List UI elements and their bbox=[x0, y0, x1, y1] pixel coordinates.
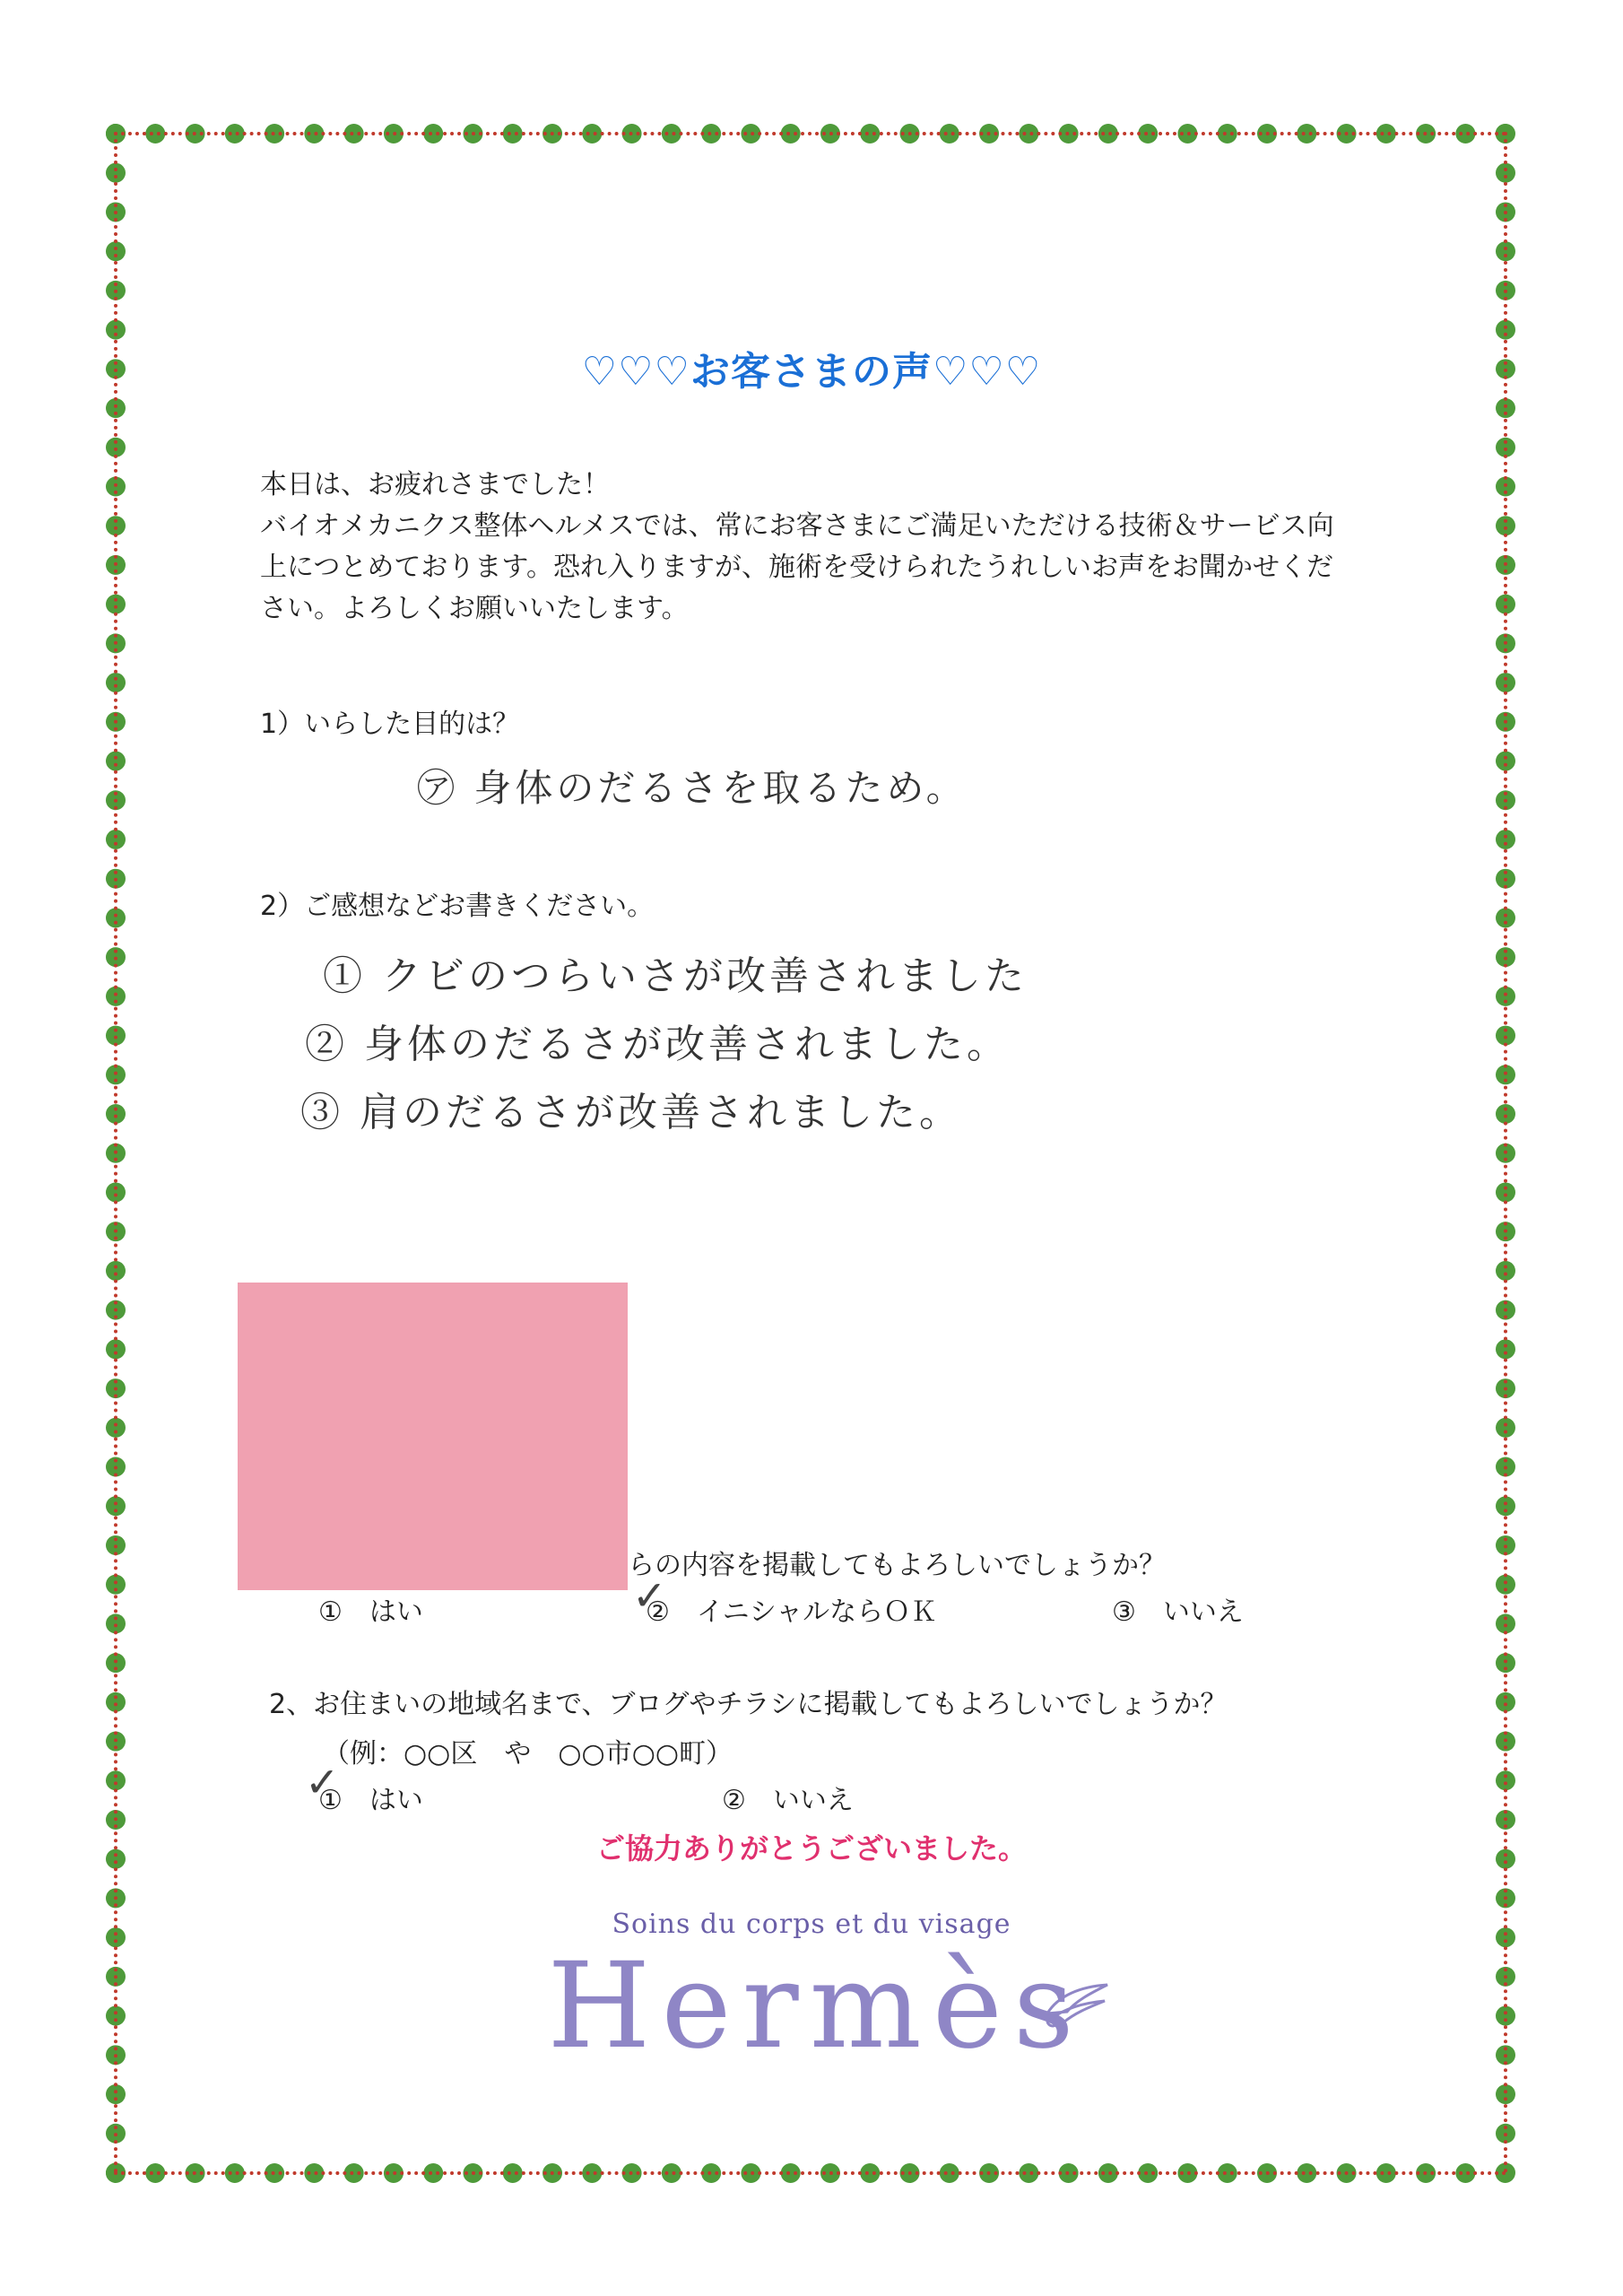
question-2-label: 2）ご感想などお書きください。 bbox=[260, 891, 655, 922]
question-2-answer-3: ③ 肩のだるさが改善されました。 bbox=[300, 1090, 962, 1135]
wing-icon bbox=[1040, 1969, 1112, 2040]
redaction-block bbox=[238, 1283, 628, 1590]
permission-1-option-yes[interactable]: ① はい bbox=[318, 1596, 423, 1628]
holly-border bbox=[106, 124, 1515, 2183]
thanks-message: ご協力ありがとうございました。 bbox=[595, 1831, 1027, 1866]
intro-line: 上につとめております。恐れ入りますが、施術を受けられたうれしいお声をお聞かせくだ bbox=[260, 552, 1333, 583]
permission-1-option-no[interactable]: ③ いいえ bbox=[1112, 1596, 1244, 1628]
checkmark-icon: ✓ bbox=[632, 1571, 667, 1620]
permission-1-label: らの内容を掲載してもよろしいでしょうか？ bbox=[628, 1550, 1166, 1581]
question-2-answer-1: ① クビのつらいさが改善されました bbox=[323, 953, 1028, 999]
logo-name: Hermès bbox=[547, 1937, 1085, 2075]
permission-1-option-initials[interactable]: ② イニシャルならＯＫ bbox=[646, 1596, 938, 1628]
logo-tagline: Soins du corps et du visage bbox=[612, 1909, 1011, 1940]
intro-line: さい。よろしくお願いいたします。 bbox=[260, 593, 689, 624]
question-1-answer: ㋐ 身体のだるさを取るため。 bbox=[417, 766, 968, 810]
intro-line: バイオメカニクス整体ヘルメスでは、常にお客さまにご満足いただける技術＆サービス向 bbox=[260, 510, 1334, 542]
intro-text bbox=[260, 465, 1390, 630]
intro-line: 本日は、お疲れさまでした！ bbox=[260, 469, 610, 500]
permission-2-option-no[interactable]: ② いいえ bbox=[722, 1785, 854, 1816]
permission-2-label: 2、お住まいの地域名まで、ブログやチラシに掲載してもよろしいでしょうか？ bbox=[269, 1689, 1228, 1720]
permission-2-option-yes[interactable]: ① はい bbox=[318, 1785, 423, 1816]
question-2-answer-2: ② 身体のだるさが改善されました。 bbox=[305, 1022, 1010, 1067]
checkmark-icon: ✓ bbox=[305, 1758, 340, 1806]
question-1-label: 1）いらした目的は？ bbox=[260, 709, 520, 740]
permission-2-example: （例：○○区 や ○○市○○町） bbox=[323, 1738, 733, 1770]
page-title: ♡♡♡お客さまの声♡♡♡ bbox=[581, 349, 1042, 395]
